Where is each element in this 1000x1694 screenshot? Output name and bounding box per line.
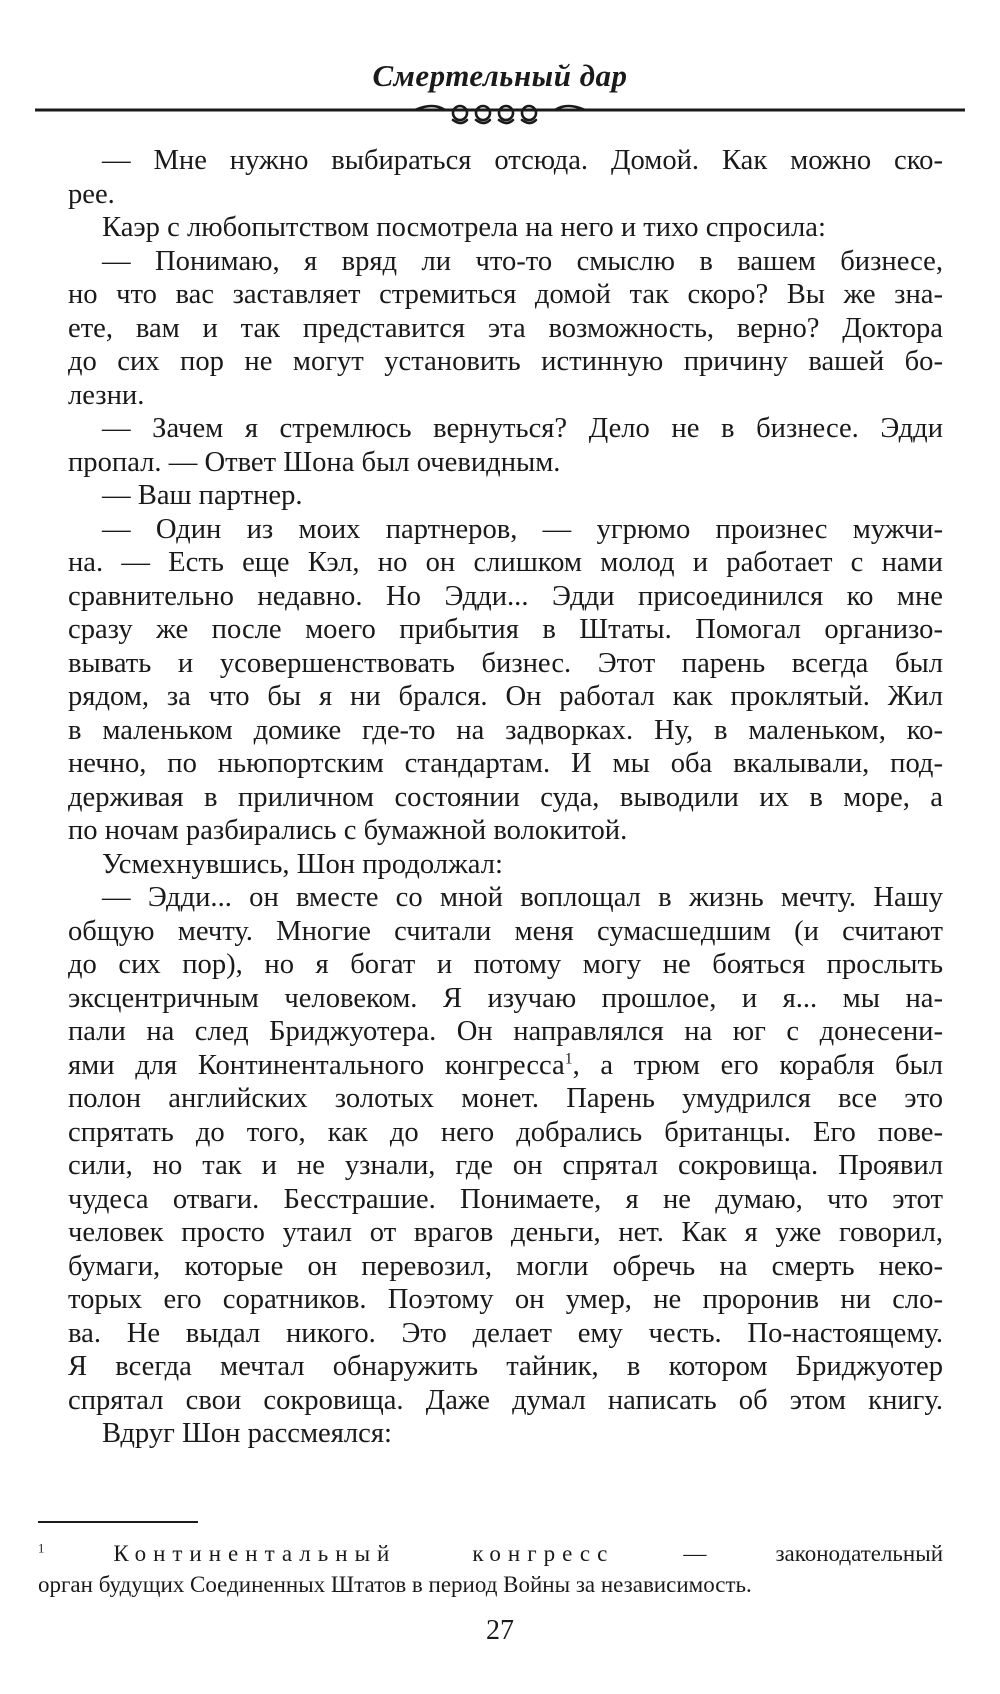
text-line: лезни. [68,379,145,411]
footnote-reference: 1 [564,1049,573,1067]
text-line: держивая в приличном состоянии суда, выводили их в море, а [68,781,943,813]
text-line: Усмехнувшись, Шон продолжал: [102,848,503,880]
text-line: ва. Не выдал никого. Это делает ему честь. По-настоящему. [68,1317,943,1349]
text-line: до сих пор не могут установить истинную причину вашей бо- [68,346,943,377]
text-line: по ночам разбирались с бумажной волокитой. [68,815,628,846]
text-line: нечно, по ньюпортским стандартам. И мы оба вкалывали, под- [68,748,943,779]
text-line-segment: , а трюм его корабля был [572,1049,943,1081]
text-line: — Понимаю, я вряд ли что-то смыслю в вашем бизнесе, [102,245,943,277]
footnote-divider [38,1521,198,1523]
text-line [68,1049,943,1083]
footnote-line-1 [38,1538,943,1569]
text-line: сразу же после моего прибытия в Штаты. Помогал организо- [68,614,943,645]
text-line: Вдруг Шон рассмеялся: [102,1418,392,1449]
body-text [68,144,943,1451]
footnote-term: Континентальный конгресс [113,1541,615,1566]
text-line: вывать и усовершенствовать бизнес. Этот парень всегда был [68,647,943,679]
text-line: рядом, за что бы я ни брался. Он работал как проклятый. Жил [68,681,943,712]
text-line: на. — Есть еще Кэл, но он слишком молод и работает с нами [68,547,943,578]
text-line: — Ваш партнер. [102,480,303,511]
text-line: ете, вам и так представится эта возможность, верно? Доктора [68,312,943,344]
text-line: до сих пор), но я богат и потому могу не бояться прослыть [68,949,943,980]
text-line: — Зачем я стремлюсь вернуться? Дело не в бизнесе. Эдди [102,413,943,444]
text-line: — Один из моих партнеров, — угрюмо произнес мужчи- [102,513,943,545]
text-line-segment: ями для Континентального конгресса [68,1049,565,1081]
text-line: полон английских золотых монет. Парень умудрился все это [68,1083,943,1114]
text-line: Я всегда мечтал обнаружить тайник, в котором Бриджуотер [68,1351,943,1382]
text-line: пали на след Бриджуотера. Он направлялся на юг с донесени- [68,1016,943,1047]
text-line: в маленьком домике где-то на задворках. Ну, в маленьком, ко- [68,714,943,746]
text-line: чудеса отваги. Бесстрашие. Понимаете, я не думаю, что этот [68,1183,943,1215]
text-line: сили, но так и не узнали, где он спрятал сокровища. Проявил [68,1150,943,1181]
text-line: общую мечту. Многие считали меня сумасшедшим (и считают [68,915,943,947]
text-line: — Мне нужно выбираться отсюда. Домой. Как можно ско- [102,145,943,176]
page-number: 27 [486,1615,514,1646]
footnote-line-2: орган будущих Соединенных Штатов в период Войны за независимость. [38,1572,752,1597]
text-line: торых его соратников. Поэтому он умер, не проронив ни сло- [68,1284,943,1315]
text-line: эксцентричным человеком. Я изучаю прошлое, и я... мы на- [68,982,943,1014]
text-line: человек просто утаил от врагов деньги, нет. Как я уже говорил, [68,1217,943,1248]
footnote-marker: 1 [38,1541,45,1556]
text-line: спрятал свои сокровища. Даже думал написать об этом книгу. [68,1384,943,1416]
text-line: сравнительно недавно. Но Эдди... Эдди присоединился ко мне [68,580,943,612]
footnote-definition-start: — законодательный [614,1541,943,1566]
text-line: рее. [68,178,115,210]
text-line: пропал. — Ответ Шона был очевидным. [68,446,561,478]
text-line: Каэр с любопытством посмотрела на него и тихо спросила: [102,212,826,243]
header-ornament-rule [35,96,965,136]
footnote [38,1538,943,1600]
text-line: спрятать до того, как до него добрались британцы. Его пове- [68,1116,943,1148]
text-line: но что вас заставляет стремиться домой так скоро? Вы же зна- [68,279,943,310]
running-title: Смертельный дар [372,58,628,93]
text-line: — Эдди... он вместе со мной воплощал в жизнь мечту. Нашу [102,882,943,913]
text-line: бумаги, которые он перевозил, могли обречь на смерть неко- [68,1250,943,1282]
